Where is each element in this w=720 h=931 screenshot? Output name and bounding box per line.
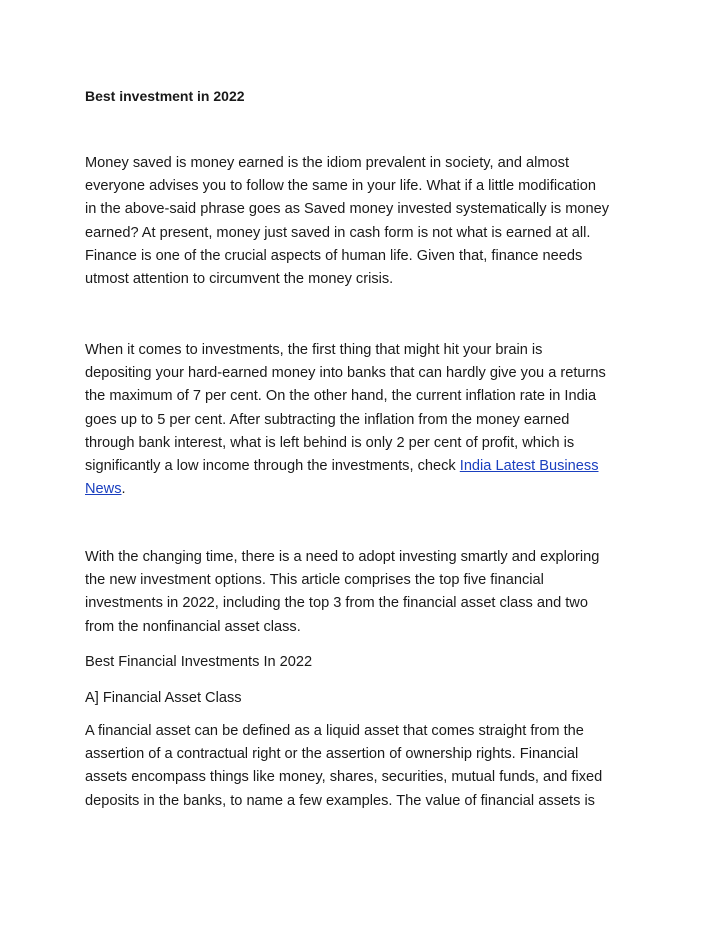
text-line: Money saved is money earned is the idiom prevalent in society, and almost: [85, 155, 570, 171]
text-line: depositing your hard-earned money into banks that can hardly give you a returns: [85, 365, 606, 382]
text-line: Best Financial Investments In 2022: [85, 654, 313, 670]
text-line: A financial asset can be defined as a liquid asset that comes straight from the: [85, 723, 584, 739]
text-line: the maximum of 7 per cent. On the other hand, the current inflation rate in India: [85, 388, 597, 405]
india-latest-business-news-link[interactable]: India Latest Business: [459, 458, 599, 475]
text-fragment: significantly a low income through the investments, check: [85, 458, 460, 475]
text-line: investments in 2022, including the top 3 from the financial asset class and two: [85, 595, 588, 612]
text-line: the new investment options. This article comprises the top five financial: [85, 572, 544, 589]
india-latest-business-news-link-continued[interactable]: News: [85, 481, 122, 498]
text-line: A] Financial Asset Class: [85, 690, 242, 706]
text-line-with-link: [85, 478, 635, 501]
heading-best-financial-investments: [85, 651, 635, 674]
text-line: When it comes to investments, the first thing that might hit your brain is: [85, 342, 543, 358]
text-line: With the changing time, there is a need to adopt investing smartly and exploring: [85, 549, 600, 565]
text-line: assets encompass things like money, shares, securities, mutual funds, and fixed: [85, 769, 603, 786]
text-line: from the nonfinancial asset class.: [85, 618, 301, 635]
text-line: earned? At present, money just saved in cash form is not what is earned at all.: [85, 224, 591, 241]
text-fragment: .: [121, 481, 126, 498]
text-line: goes up to 5 per cent. After subtracting the inflation from the money earned: [85, 411, 570, 428]
text-line: Finance is one of the crucial aspects of human life. Given that, finance needs: [85, 247, 583, 264]
text-line: in the above-said phrase goes as Saved money invested systematically is money: [85, 201, 610, 218]
paragraph-investments: [85, 339, 635, 501]
text-line: utmost attention to circumvent the money crisis.: [85, 271, 394, 288]
text-line: everyone advises you to follow the same in your life. What if a little modification: [85, 178, 597, 195]
text-line-with-link: [85, 455, 635, 478]
paragraph-intro: [85, 152, 635, 291]
text-line: assertion of a contractual right or the assertion of ownership rights. Financial: [85, 746, 579, 763]
text-line: through bank interest, what is left behind is only 2 per cent of profit, which is: [85, 434, 575, 451]
text-line: deposits in the banks, to name a few examples. The value of financial assets is: [85, 792, 595, 809]
document-title: Best investment in 2022: [85, 88, 245, 104]
heading-financial-asset-class: [85, 687, 635, 710]
paragraph-changing-time: [85, 546, 635, 639]
paragraph-financial-asset-definition: [85, 720, 635, 813]
